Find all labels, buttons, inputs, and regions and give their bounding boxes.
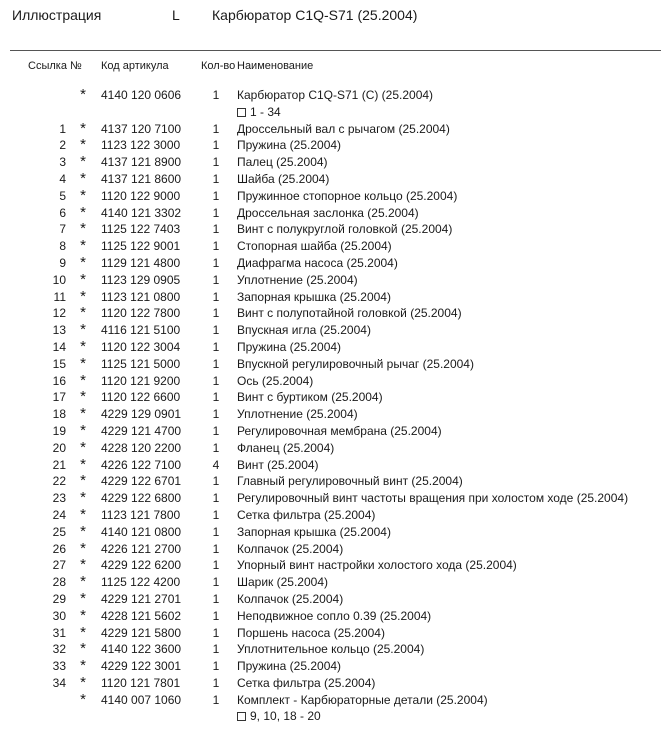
ref-cell: 27 — [52, 558, 66, 573]
code-cell: 4226 121 2700 — [101, 541, 182, 556]
qty-cell: 1 — [212, 692, 220, 707]
ref-cell: 31 — [52, 625, 66, 640]
table-row — [0, 541, 661, 558]
name-cell: Пружина (25.2004) — [237, 659, 342, 674]
star-icon: * — [80, 253, 86, 271]
table-row — [0, 406, 661, 423]
ref-cell: 17 — [52, 390, 66, 405]
code-cell: 1120 122 9000 — [101, 188, 181, 203]
name-cell: Регулировочная мембрана (25.2004) — [237, 423, 442, 438]
checkbox-square-icon — [237, 108, 246, 117]
qty-cell: 1 — [212, 222, 220, 237]
name-cell: Диафрагма насоса (25.2004) — [237, 255, 398, 270]
column-header-qty: Кол-во — [201, 60, 235, 72]
ref-cell: 23 — [52, 491, 66, 506]
code-cell: 4140 007 1060 — [101, 692, 182, 707]
name-cell: Дроссельная заслонка (25.2004) — [237, 205, 419, 220]
code-cell: 1120 122 6600 — [101, 390, 181, 405]
name-cell: Регулировочный винт частоты вращения при холостом ходе (25.2004) — [237, 491, 629, 506]
star-icon: * — [80, 573, 86, 591]
star-icon: * — [80, 270, 86, 288]
table-row — [0, 322, 661, 339]
ref-cell: 16 — [52, 373, 66, 388]
header-divider — [10, 50, 661, 51]
column-headers — [0, 60, 661, 76]
star-icon: * — [80, 287, 86, 305]
table-row — [0, 473, 661, 490]
table-row — [0, 221, 661, 238]
sub-range-text: 1 - 34 — [250, 104, 281, 119]
qty-cell: 1 — [212, 507, 220, 522]
star-icon: * — [80, 640, 86, 658]
qty-cell: 1 — [212, 440, 220, 455]
table-row — [0, 625, 661, 642]
star-icon: * — [80, 606, 86, 624]
name-cell: Уплотнительное кольцо (25.2004) — [237, 642, 425, 657]
code-cell: 1123 122 3000 — [101, 138, 181, 153]
name-cell: Пружинное стопорное кольцо (25.2004) — [237, 188, 458, 203]
qty-cell: 1 — [212, 591, 220, 606]
column-header-name: Наименование — [237, 60, 314, 72]
table-row — [0, 121, 661, 138]
ref-cell: 33 — [52, 659, 66, 674]
name-cell: Уплотнение (25.2004) — [237, 272, 358, 287]
ref-cell: 15 — [52, 356, 66, 371]
qty-cell: 1 — [212, 524, 220, 539]
table-row — [0, 457, 661, 474]
qty-cell: 1 — [212, 88, 220, 102]
table-row — [0, 289, 661, 306]
star-icon: * — [80, 438, 86, 456]
star-icon: * — [80, 321, 86, 339]
ref-cell: 7 — [59, 222, 66, 237]
name-cell: Впускной регулировочный рычаг (25.2004) — [237, 356, 474, 371]
code-cell: 1125 122 9001 — [101, 239, 181, 254]
name-cell: Карбюратор C1Q-S71 (C) (25.2004) — [237, 88, 434, 102]
code-cell: 4228 121 5602 — [101, 608, 182, 623]
qty-cell: 1 — [212, 642, 220, 657]
name-cell: Палец (25.2004) — [237, 155, 328, 170]
table-row — [0, 255, 661, 272]
sub-range-text: 9, 10, 18 - 20 — [250, 709, 321, 724]
ref-cell: 32 — [52, 642, 66, 657]
code-cell: 1120 121 7801 — [101, 675, 181, 690]
table-row — [0, 373, 661, 390]
name-cell: Запорная крышка (25.2004) — [237, 289, 391, 304]
code-cell: 4137 121 8900 — [101, 155, 182, 170]
ref-cell: 12 — [52, 306, 66, 321]
name-cell: Пружина (25.2004) — [237, 138, 342, 153]
name-cell: Неподвижное сопло 0.39 (25.2004) — [237, 608, 432, 623]
ref-cell: 10 — [52, 272, 66, 287]
star-icon: * — [80, 186, 86, 204]
code-cell: 1123 121 0800 — [101, 289, 181, 304]
name-cell: Главный регулировочный винт (25.2004) — [237, 474, 463, 489]
table-row — [0, 692, 661, 709]
ref-cell: 4 — [59, 171, 66, 186]
table-row — [0, 171, 661, 188]
code-cell: 4229 121 4700 — [101, 423, 182, 438]
ref-cell: 2 — [59, 138, 66, 153]
page-title: Карбюратор C1Q-S71 (25.2004) — [212, 7, 418, 23]
name-cell: Сетка фильтра (25.2004) — [237, 675, 376, 690]
ref-cell: 20 — [52, 440, 66, 455]
star-icon: * — [80, 421, 86, 439]
star-icon: * — [80, 539, 86, 557]
code-cell: 4229 122 3001 — [101, 659, 182, 674]
code-cell: 4228 120 2200 — [101, 440, 182, 455]
code-cell: 1125 122 7403 — [101, 222, 181, 237]
table-row — [0, 490, 661, 507]
qty-cell: 4 — [212, 457, 220, 472]
table-row — [0, 205, 661, 222]
table-row — [0, 658, 661, 675]
star-icon: * — [80, 86, 86, 103]
code-cell: 4116 121 5100 — [101, 323, 181, 338]
ref-cell: 21 — [52, 457, 66, 472]
qty-cell: 1 — [212, 390, 220, 405]
code-cell: 4140 120 0606 — [101, 88, 182, 102]
qty-cell: 1 — [212, 491, 220, 506]
name-cell: Поршень насоса (25.2004) — [237, 625, 385, 640]
checkbox-square-icon — [237, 712, 246, 721]
star-icon: * — [80, 388, 86, 406]
illustration-label: Иллюстрация — [12, 7, 102, 23]
star-icon: * — [80, 237, 86, 255]
ref-cell: 24 — [52, 507, 66, 522]
name-cell: Упорный винт настройки холостого хода (25.2004) — [237, 558, 517, 573]
name-cell: Ось (25.2004) — [237, 373, 314, 388]
star-icon: * — [80, 354, 86, 372]
ref-cell: 1 — [59, 121, 66, 136]
star-icon: * — [80, 556, 86, 574]
name-cell: Винт (25.2004) — [237, 457, 319, 472]
name-cell: Колпачок (25.2004) — [237, 591, 344, 606]
name-cell: Дроссельный вал с рычагом (25.2004) — [237, 121, 450, 136]
code-cell: 4229 122 6200 — [101, 558, 182, 573]
ref-cell: 13 — [52, 323, 66, 338]
ref-cell: 30 — [52, 608, 66, 623]
column-header-ref: Ссылка № — [28, 60, 82, 72]
ref-cell: 9 — [59, 255, 66, 270]
qty-cell: 1 — [212, 205, 220, 220]
qty-cell: 1 — [212, 121, 220, 136]
code-cell: 1125 122 4200 — [101, 575, 181, 590]
ref-cell: 34 — [52, 675, 66, 690]
name-cell: Впускная игла (25.2004) — [237, 323, 371, 338]
ref-cell: 26 — [52, 541, 66, 556]
qty-cell: 1 — [212, 558, 220, 573]
code-cell: 1120 122 7800 — [101, 306, 181, 321]
ref-cell: 3 — [59, 155, 66, 170]
name-cell: Винт с полупотайной головкой (25.2004) — [237, 306, 462, 321]
star-icon: * — [80, 522, 86, 540]
star-icon: * — [80, 153, 86, 171]
table-row — [0, 389, 661, 406]
qty-cell: 1 — [212, 659, 220, 674]
table-row — [0, 423, 661, 440]
star-icon: * — [80, 673, 86, 691]
ref-cell: 29 — [52, 591, 66, 606]
star-icon: * — [80, 136, 86, 154]
code-cell: 4229 129 0901 — [101, 407, 182, 422]
star-icon: * — [80, 589, 86, 607]
table-row — [0, 675, 661, 692]
table-row — [0, 188, 661, 205]
ref-cell: 18 — [52, 407, 66, 422]
name-cell: Фланец (25.2004) — [237, 440, 335, 455]
code-cell: 1123 129 0905 — [101, 272, 181, 287]
code-cell: 1120 122 3004 — [101, 339, 181, 354]
name-cell: Винт с полукруглой головкой (25.2004) — [237, 222, 453, 237]
qty-cell: 1 — [212, 306, 220, 321]
ref-cell: 28 — [52, 575, 66, 590]
illustration-letter: L — [172, 7, 180, 23]
ref-cell: 5 — [59, 188, 66, 203]
code-cell: 4229 121 5800 — [101, 625, 182, 640]
qty-cell: 1 — [212, 373, 220, 388]
table-row — [0, 356, 661, 373]
code-cell: 4229 122 6800 — [101, 491, 182, 506]
code-cell: 4140 121 0800 — [101, 524, 182, 539]
name-cell: Уплотнение (25.2004) — [237, 407, 358, 422]
name-cell: Запорная крышка (25.2004) — [237, 524, 391, 539]
star-icon: * — [80, 472, 86, 490]
table-row — [0, 557, 661, 574]
ref-cell: 6 — [59, 205, 66, 220]
qty-cell: 1 — [212, 541, 220, 556]
name-cell: Винт с буртиком (25.2004) — [237, 390, 383, 405]
ref-cell: 8 — [59, 239, 66, 254]
star-icon: * — [80, 304, 86, 322]
table-row — [0, 87, 661, 104]
star-icon: * — [80, 505, 86, 523]
code-cell: 4229 121 2701 — [101, 591, 182, 606]
page-header — [0, 0, 661, 40]
table-row — [0, 608, 661, 625]
qty-cell: 1 — [212, 356, 220, 371]
qty-cell: 1 — [212, 675, 220, 690]
sub-range-row — [0, 708, 661, 725]
star-icon: * — [80, 623, 86, 641]
qty-cell: 1 — [212, 272, 220, 287]
qty-cell: 1 — [212, 575, 220, 590]
star-icon: * — [80, 203, 86, 221]
star-icon: * — [80, 690, 86, 708]
table-row — [0, 524, 661, 541]
ref-cell: 25 — [52, 524, 66, 539]
code-cell: 1125 121 5000 — [101, 356, 181, 371]
parts-list — [0, 87, 661, 725]
table-row — [0, 641, 661, 658]
ref-cell: 19 — [52, 423, 66, 438]
qty-cell: 1 — [212, 289, 220, 304]
star-icon: * — [80, 337, 86, 355]
qty-cell: 1 — [212, 255, 220, 270]
code-cell: 1129 121 4800 — [101, 255, 181, 270]
code-cell: 4140 122 3600 — [101, 642, 182, 657]
name-cell: Комплект - Карбюраторные детали (25.2004) — [237, 692, 488, 707]
table-row — [0, 591, 661, 608]
ref-cell: 11 — [53, 289, 66, 304]
star-icon: * — [80, 119, 86, 137]
column-header-code: Код артикула — [101, 60, 169, 72]
name-cell: Шарик (25.2004) — [237, 575, 329, 590]
star-icon: * — [80, 371, 86, 389]
table-row — [0, 154, 661, 171]
qty-cell: 1 — [212, 323, 220, 338]
qty-cell: 1 — [212, 188, 220, 203]
table-row — [0, 272, 661, 289]
code-cell: 1120 121 9200 — [101, 373, 181, 388]
name-cell: Пружина (25.2004) — [237, 339, 342, 354]
table-row — [0, 440, 661, 457]
name-cell: Шайба (25.2004) — [237, 171, 330, 186]
qty-cell: 1 — [212, 155, 220, 170]
name-cell: Стопорная шайба (25.2004) — [237, 239, 392, 254]
star-icon: * — [80, 455, 86, 473]
qty-cell: 1 — [212, 423, 220, 438]
code-cell: 4140 121 3302 — [101, 205, 182, 220]
table-row — [0, 574, 661, 591]
sub-range-row — [0, 104, 661, 121]
qty-cell: 1 — [212, 608, 220, 623]
code-cell: 1123 121 7800 — [101, 507, 181, 522]
qty-cell: 1 — [212, 407, 220, 422]
qty-cell: 1 — [212, 339, 220, 354]
table-row — [0, 507, 661, 524]
star-icon: * — [80, 169, 86, 187]
code-cell: 4137 120 7100 — [101, 121, 182, 136]
code-cell: 4229 122 6701 — [101, 474, 182, 489]
code-cell: 4226 122 7100 — [101, 457, 182, 472]
star-icon: * — [80, 489, 86, 507]
table-row — [0, 339, 661, 356]
qty-cell: 1 — [212, 625, 220, 640]
ref-cell: 22 — [52, 474, 66, 489]
star-icon: * — [80, 657, 86, 675]
qty-cell: 1 — [212, 474, 220, 489]
ref-cell: 14 — [52, 339, 66, 354]
code-cell: 4137 121 8600 — [101, 171, 182, 186]
name-cell: Сетка фильтра (25.2004) — [237, 507, 376, 522]
qty-cell: 1 — [212, 138, 220, 153]
qty-cell: 1 — [212, 239, 220, 254]
star-icon: * — [80, 220, 86, 238]
qty-cell: 1 — [212, 171, 220, 186]
table-row — [0, 305, 661, 322]
table-row — [0, 137, 661, 154]
table-row — [0, 238, 661, 255]
star-icon: * — [80, 405, 86, 423]
name-cell: Колпачок (25.2004) — [237, 541, 344, 556]
